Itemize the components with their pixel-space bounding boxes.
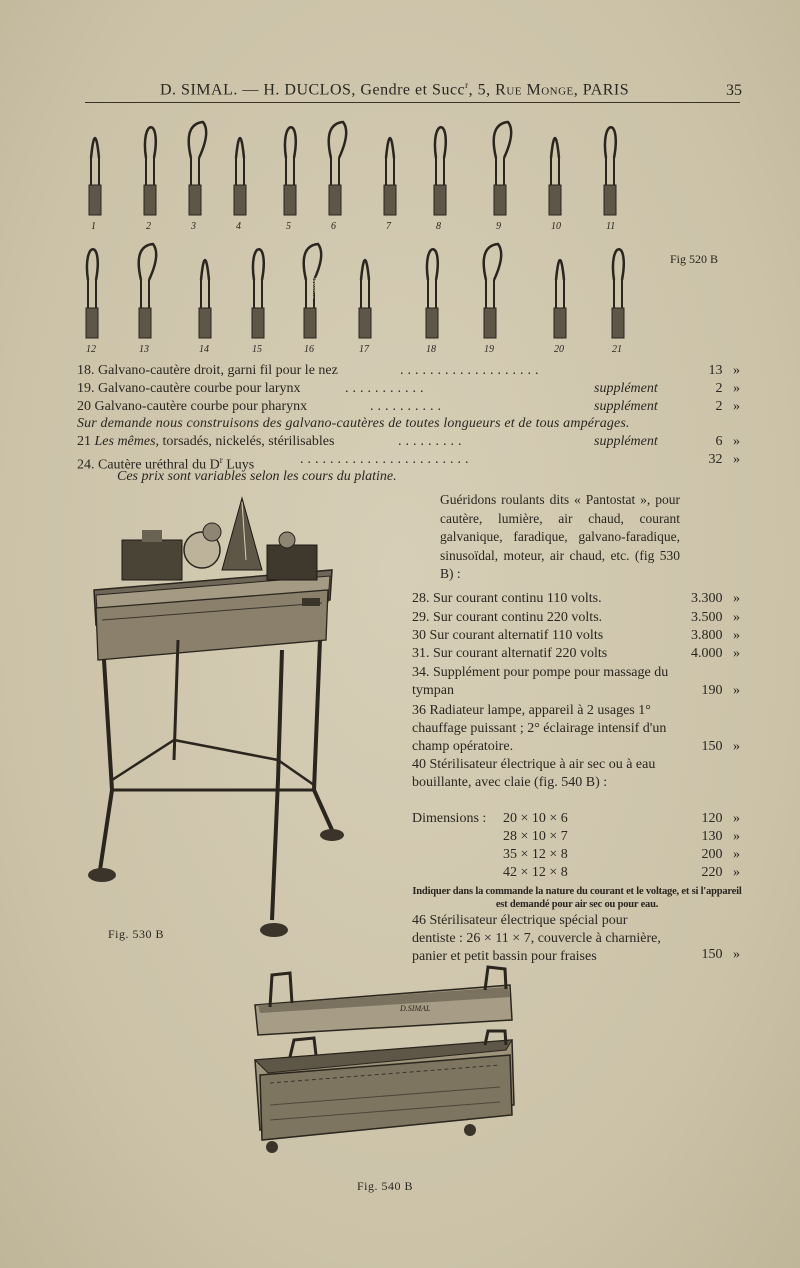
dimension-price [672, 846, 740, 864]
item-19 [77, 380, 301, 398]
item-19-price [690, 380, 740, 398]
item-label: Galvano-cautère droit, garni fil pour le nez [98, 363, 338, 378]
leader-dots: .......... [370, 399, 445, 414]
cautery-tip [434, 127, 446, 215]
cautery-tip [199, 260, 211, 338]
tip-number: 12 [86, 344, 96, 355]
gueridon-item-29-price [672, 609, 740, 627]
cautery-tip [494, 122, 511, 215]
tip-number: 14 [199, 344, 209, 355]
cautery-tip [86, 249, 98, 338]
gueridon-item-31-price [672, 645, 740, 663]
item-label: Supplément pour pompe pour massage du tympan [412, 665, 669, 698]
price-value: 3.800 [691, 628, 723, 643]
dimension-price [672, 828, 740, 846]
item-num: 19. [77, 381, 95, 396]
price-unit: » [733, 591, 740, 606]
price-value: 32 [708, 452, 723, 467]
price-unit: » [733, 363, 740, 378]
item-label: Sur courant alternatif 220 volts [433, 646, 608, 661]
price-value: 190 [701, 683, 723, 698]
tip-number: 1 [91, 221, 96, 232]
item-num: 29. [412, 610, 430, 625]
price-value: 13 [708, 363, 723, 378]
item-num: 31. [412, 646, 430, 661]
header-dash: — [242, 81, 259, 99]
cautery-tip [89, 138, 101, 215]
item-20-note: supplément [594, 399, 658, 414]
gueridon-item-40 [412, 756, 670, 792]
item-label: Galvano-cautère courbe pour larynx [98, 381, 301, 396]
gueridon-item-36 [412, 702, 670, 756]
item-21-note: supplément [594, 434, 658, 449]
tip-number: 16 [304, 344, 314, 355]
item-label: Radiateur lampe, appareil à 2 usages 1° chauffage puissant ; 2° éclairage intensif d'un champ opératoire. [412, 703, 667, 754]
address-number: , 5, [468, 81, 496, 99]
tip-number: 18 [426, 344, 436, 355]
tip-number: 5 [286, 221, 291, 232]
dr-sup: r [219, 455, 223, 465]
cautery-tip [549, 138, 561, 215]
dimension-price [672, 810, 740, 828]
tip-number: 2 [146, 221, 151, 232]
fig-530-caption: Fig. 530 B [108, 927, 165, 941]
leader-dots: ......... [398, 434, 466, 449]
item-label: Stérilisateur électrique à air sec ou à eau bouillante, avec claie (fig. 540 B) : [412, 757, 656, 790]
tip-number: 6 [331, 221, 336, 232]
dimension-price [672, 864, 740, 882]
dimension-row: 28 × 10 × 7 [503, 829, 568, 844]
cautery-tip [284, 127, 296, 215]
price-value: 2 [715, 381, 723, 396]
item-label: Galvano-cautère courbe pour pharynx [94, 399, 308, 414]
item-num: 28. [412, 591, 430, 606]
gueridon-item-28 [412, 590, 602, 608]
item-num: 18. [77, 363, 95, 378]
sterilizer-illustration [250, 965, 550, 1175]
tip-number: 7 [386, 221, 391, 232]
fig-540-caption: Fig. 540 B [357, 1179, 414, 1193]
indication-note: Indiquer dans la commande la nature du courant et le voltage, et si l'appareil est demandé pour air sec ou pour eau. [412, 886, 742, 910]
cautery-tip [189, 122, 206, 215]
price-value: 130 [701, 829, 723, 844]
cautery-tip [329, 122, 346, 215]
gueridon-item-36-price [672, 738, 740, 756]
cautery-tip [252, 249, 264, 338]
item-19-note: supplément [594, 381, 658, 396]
tip-number: 15 [252, 344, 262, 355]
cautery-tip [484, 244, 501, 338]
price-value: 3.500 [691, 610, 723, 625]
gueridon-illustration [82, 490, 382, 950]
price-unit: » [733, 434, 740, 449]
item-label-end: Luys [222, 457, 255, 473]
item-46-price [672, 946, 740, 964]
tip-number: 17 [359, 344, 369, 355]
price-unit: » [733, 829, 740, 844]
tip-number: 11 [606, 221, 616, 232]
dimension-row: 35 × 12 × 8 [503, 847, 568, 862]
item-num: 46 [412, 913, 426, 928]
item-label: Sur courant continu 110 volts. [433, 591, 602, 606]
price-value: 6 [715, 434, 723, 449]
cautery-tip [144, 127, 156, 215]
price-value: 200 [701, 847, 723, 862]
item-21-price [690, 433, 740, 451]
tip-number: 10 [551, 221, 561, 232]
cautery-tip [359, 260, 371, 338]
item-num: 34. [412, 665, 430, 680]
price-unit: » [733, 947, 740, 962]
price-unit: » [733, 628, 740, 643]
price-unit: » [733, 381, 740, 396]
item-label: Stérilisateur électrique spécial pour dentiste : 26 × 11 × 7, couvercle à charnière, panier et petit bassin pour fraises [412, 913, 661, 964]
dimensions-label: Dimensions : [412, 811, 487, 826]
price-unit: » [733, 610, 740, 625]
successor-name: H. DUCLOS, Gendre et Succ [263, 81, 466, 99]
leader-dots: ........... [345, 381, 428, 396]
price-unit: » [733, 646, 740, 661]
dimension-row: 42 × 12 × 8 [503, 865, 568, 880]
price-unit: » [733, 811, 740, 826]
price-unit: » [733, 683, 740, 698]
tip-number: 3 [191, 221, 196, 232]
dimension-row: 20 × 10 × 6 [503, 811, 568, 826]
tip-maker-stamp: G.SIMAL [309, 275, 320, 301]
item-label: Cautère uréthral du D [98, 457, 220, 473]
price-value: 2 [715, 399, 723, 414]
item-20 [77, 398, 307, 416]
item-20-price [690, 398, 740, 416]
sterilizer-maker-label: D.SIMAL [400, 1004, 431, 1013]
page-number: 35 [726, 82, 742, 99]
fig-520-caption: Fig 520 B [670, 252, 719, 266]
cautery-tip [604, 127, 616, 215]
succ-sup: r [465, 80, 469, 90]
price-value: 150 [701, 947, 723, 962]
tip-number: 19 [484, 344, 494, 355]
item-num: 20 [77, 399, 91, 414]
item-24-price [690, 451, 740, 469]
city-name: , PARIS [573, 81, 630, 99]
price-unit: » [733, 452, 740, 467]
cautery-tip [426, 249, 438, 338]
cautery-tip [384, 138, 396, 215]
item-num: 36 [412, 703, 426, 718]
cautery-tip [139, 244, 156, 338]
price-value: 120 [701, 811, 723, 826]
leader-dots: ....................... [300, 452, 473, 467]
gueridon-item-34-price [672, 682, 740, 700]
price-value: 150 [701, 739, 723, 754]
gueridon-item-34 [412, 664, 672, 700]
item-num: 24. [77, 457, 95, 473]
tip-number: 21 [612, 344, 622, 355]
tip-number: 9 [496, 221, 501, 232]
tip-number: 8 [436, 221, 441, 232]
tip-number: 20 [554, 344, 564, 355]
price-value: 3.300 [691, 591, 723, 606]
gueridon-item-29 [412, 609, 602, 627]
price-unit: » [733, 847, 740, 862]
cautery-tip [234, 138, 246, 215]
item-18-price [690, 362, 740, 380]
cautery-tip [612, 249, 624, 338]
tip-number: 13 [139, 344, 149, 355]
item-18 [77, 362, 338, 380]
price-unit: » [733, 865, 740, 880]
item-num: 30 [412, 628, 426, 643]
gueridon-item-30 [412, 627, 603, 645]
price-value: 4.000 [691, 646, 723, 661]
prices-note: Ces prix sont variables selon les cours du platine. [117, 469, 397, 484]
gueridon-item-30-price [672, 627, 740, 645]
gueridon-item-28-price [672, 590, 740, 608]
item-num: 21 [77, 434, 91, 449]
cautery-tip [554, 260, 566, 338]
gueridon-item-31 [412, 645, 607, 663]
item-label: torsadés, nickelés, stérilisables [159, 434, 335, 449]
item-21 [77, 433, 334, 451]
price-unit: » [733, 399, 740, 414]
demand-line: Sur demande nous construisons des galvano-cautères de toutes longueurs et de tous ampérages. [77, 416, 630, 431]
street-name: Rue Monge [495, 81, 574, 99]
item-46 [412, 912, 670, 966]
tip-number: 4 [236, 221, 241, 232]
item-label: Sur courant continu 220 volts. [433, 610, 603, 625]
price-unit: » [733, 739, 740, 754]
leader-dots: ................... [400, 363, 543, 378]
item-label-italic: Les mêmes, [94, 434, 160, 449]
gueridon-intro: Guéridons roulants dits « Pantostat », pour cautère, lumière, air chaud, courant galvanique, faradique, galvano-faradique, sinusoïdal, moteur, air chaud, etc. (fig 530 B) : [440, 492, 680, 581]
item-num: 40 [412, 757, 426, 772]
cautery-tips-illustration [0, 0, 800, 360]
maker-name: D. SIMAL. [160, 81, 238, 99]
item-label: Sur courant alternatif 110 volts [429, 628, 604, 643]
price-value: 220 [701, 865, 723, 880]
